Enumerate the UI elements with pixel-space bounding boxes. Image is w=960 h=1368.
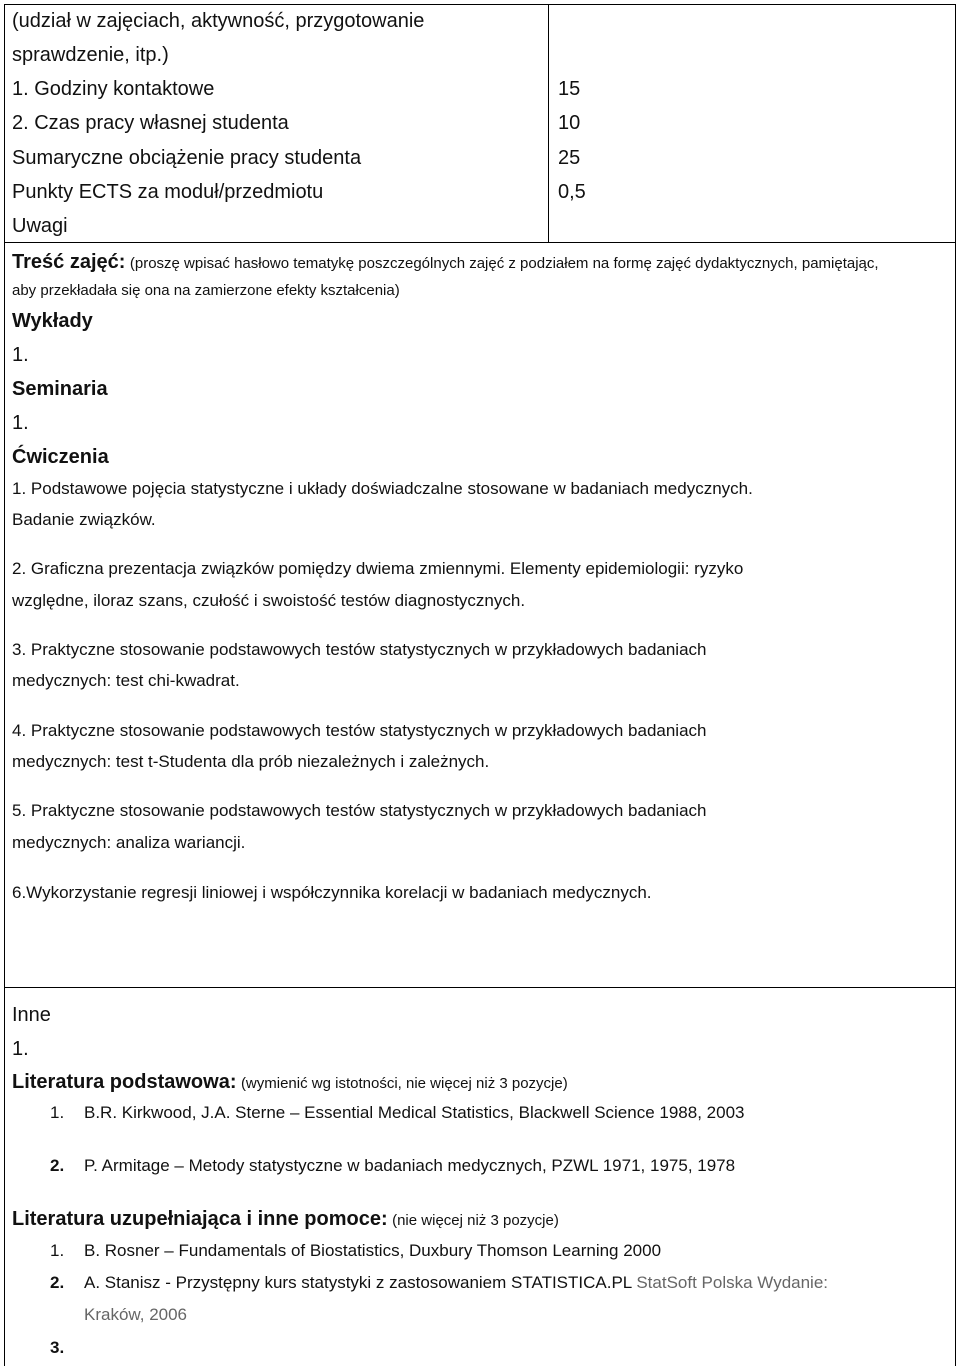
supplementary-literature-note: (nie więcej niż 3 pozycje) xyxy=(392,1212,559,1229)
exercise-item-5-line1: 5. Praktyczne stosowanie podstawowych testów statystycznych w przykładowych badaniach xyxy=(12,801,707,820)
ects-label: Punkty ECTS za moduł/przedmiotu xyxy=(12,181,324,203)
ects-value: 0,5 xyxy=(558,181,586,203)
workload-intro-line1: (udział w zajęciach, aktywność, przygotowanie xyxy=(12,10,425,32)
contact-hours-label: 1. Godziny kontaktowe xyxy=(12,78,215,100)
table-border-top xyxy=(4,4,956,5)
exercise-item-1-line1: 1. Podstawowe pojęcia statystyczne i układy doświadczalne stosowane w badaniach medycznych. xyxy=(12,479,753,498)
basic-lit-2-num: 2. xyxy=(50,1156,65,1175)
self-study-label: 2. Czas pracy własnej studenta xyxy=(12,112,289,134)
seminars-item: 1. xyxy=(12,412,29,434)
supplementary-literature-title: Literatura uzupełniająca i inne pomoce: xyxy=(12,1208,388,1230)
other-item: 1. xyxy=(12,1038,29,1060)
seminars-title: Seminaria xyxy=(12,378,108,400)
exercise-item-4-line1: 4. Praktyczne stosowanie podstawowych testów statystycznych w przykładowych badaniach xyxy=(12,721,707,740)
exercise-item-6-line1: 6.Wykorzystanie regresji liniowej i współczynnika korelacji w badaniach medycznych. xyxy=(12,883,652,902)
total-workload-label: Sumaryczne obciążenie pracy studenta xyxy=(12,147,362,169)
row-divider-uwagi xyxy=(4,242,956,243)
column-divider xyxy=(548,4,549,242)
supp-lit-3-num: 3. xyxy=(50,1338,65,1357)
supp-lit-1-num: 1. xyxy=(50,1241,65,1260)
table-border-left xyxy=(4,4,5,1366)
lectures-item: 1. xyxy=(12,344,29,366)
course-content-label: Treść zajęć: xyxy=(12,251,126,273)
uwagi-label: Uwagi xyxy=(12,215,68,237)
basic-literature-heading xyxy=(12,1072,568,1092)
basic-literature-title: Literatura podstawowa: xyxy=(12,1071,237,1093)
course-content-note-line1: (proszę wpisać hasłowo tematykę poszczególnych zajęć z podziałem na formę zajęć dydaktycznych, pamiętając, xyxy=(129,255,879,272)
supp-lit-1-text: B. Rosner – Fundamentals of Biostatistics, Duxbury Thomson Learning 2000 xyxy=(84,1241,662,1260)
course-content-heading xyxy=(12,252,879,272)
exercise-item-4-line2: medycznych: test t-Studenta dla prób niezależnych i zależnych. xyxy=(12,752,490,771)
exercise-item-3-line1: 3. Praktyczne stosowanie podstawowych testów statystycznych w przykładowych badaniach xyxy=(12,640,707,659)
self-study-value: 10 xyxy=(558,112,581,134)
exercise-item-2-line1: 2. Graficzna prezentacja związków pomiędzy dwiema zmiennymi. Elementy epidemiologii: ryzyko xyxy=(12,559,744,578)
supp-lit-2-num: 2. xyxy=(50,1273,65,1292)
row-divider-inne xyxy=(4,987,956,988)
exercise-item-1-line2: Badanie związków. xyxy=(12,510,156,529)
supp-lit-2-main: A. Stanisz - Przystępny kurs statystyki z zastosowaniem STATISTICA.PL xyxy=(84,1273,632,1292)
exercise-item-5-line2: medycznych: analiza wariancji. xyxy=(12,833,246,852)
basic-lit-2-text: P. Armitage – Metody statystyczne w badaniach medycznych, PZWL 1971, 1975, 1978 xyxy=(84,1156,736,1175)
workload-intro-line2: sprawdzenie, itp.) xyxy=(12,44,169,66)
exercise-item-3-line2: medycznych: test chi-kwadrat. xyxy=(12,671,240,690)
basic-lit-1-num: 1. xyxy=(50,1103,65,1122)
contact-hours-value: 15 xyxy=(558,78,581,100)
supp-lit-2-line2: Kraków, 2006 xyxy=(84,1305,188,1324)
supplementary-literature-heading xyxy=(12,1209,559,1229)
other-title: Inne xyxy=(12,1004,51,1026)
syllabus-document xyxy=(4,4,956,1366)
exercise-item-2-line2: względne, iloraz szans, czułość i swoistość testów diagnostycznych. xyxy=(12,591,526,610)
total-workload-value: 25 xyxy=(558,147,581,169)
basic-lit-1-text: B.R. Kirkwood, J.A. Sterne – Essential Medical Statistics, Blackwell Science 1988, 2003 xyxy=(84,1103,745,1122)
lectures-title: Wykłady xyxy=(12,310,93,332)
supp-lit-2-text xyxy=(84,1274,828,1291)
course-content-note-line2: aby przekładała się ona na zamierzone efekty kształcenia) xyxy=(12,282,400,299)
exercises-title: Ćwiczenia xyxy=(12,446,109,468)
table-border-right xyxy=(955,4,956,1366)
supp-lit-2-publisher: StatSoft Polska Wydanie: xyxy=(631,1273,829,1292)
basic-literature-note: (wymienić wg istotności, nie więcej niż 3 pozycje) xyxy=(240,1075,568,1092)
